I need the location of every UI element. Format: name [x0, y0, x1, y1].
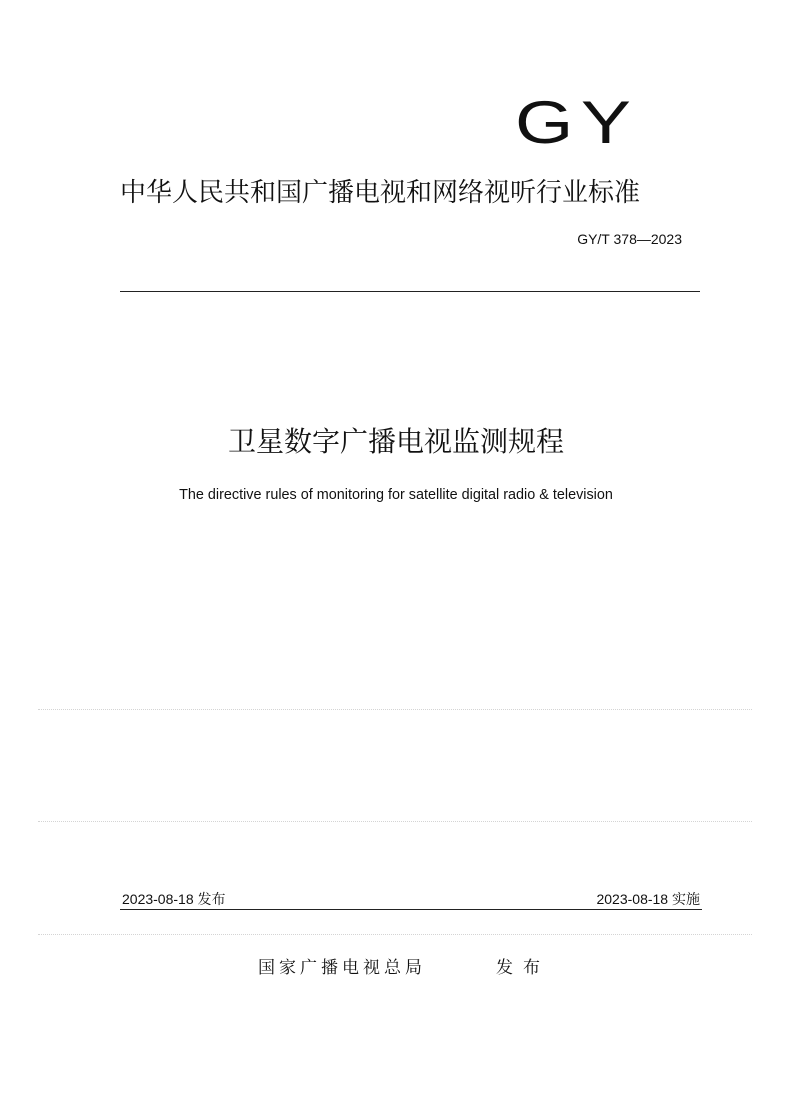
issue-date — [122, 890, 226, 909]
document-title-english: The directive rules of monitoring for satellite digital radio & television — [179, 486, 613, 503]
issuing-authority: 国家广播电视总局 — [258, 958, 426, 978]
issue-word: 发布 — [496, 958, 550, 978]
gy-logo: GY — [515, 89, 639, 156]
standard-number: GY/T 378—2023 — [577, 231, 682, 247]
issue-date-value: 2023-08-18 — [122, 891, 194, 907]
effective-date-label: 实施 — [672, 892, 700, 908]
dotted-guide-line — [38, 709, 752, 710]
effective-date — [596, 890, 700, 909]
effective-date-value: 2023-08-18 — [596, 891, 669, 907]
dotted-guide-line — [38, 934, 752, 935]
standard-organization-title: 中华人民共和国广播电视和网络视听行业标准 — [120, 178, 641, 208]
issue-date-label: 发布 — [197, 892, 226, 908]
footer-divider — [120, 909, 702, 910]
dotted-guide-line — [38, 821, 752, 822]
header-divider — [120, 291, 700, 292]
document-title-chinese: 卫星数字广播电视监测规程 — [227, 425, 564, 458]
